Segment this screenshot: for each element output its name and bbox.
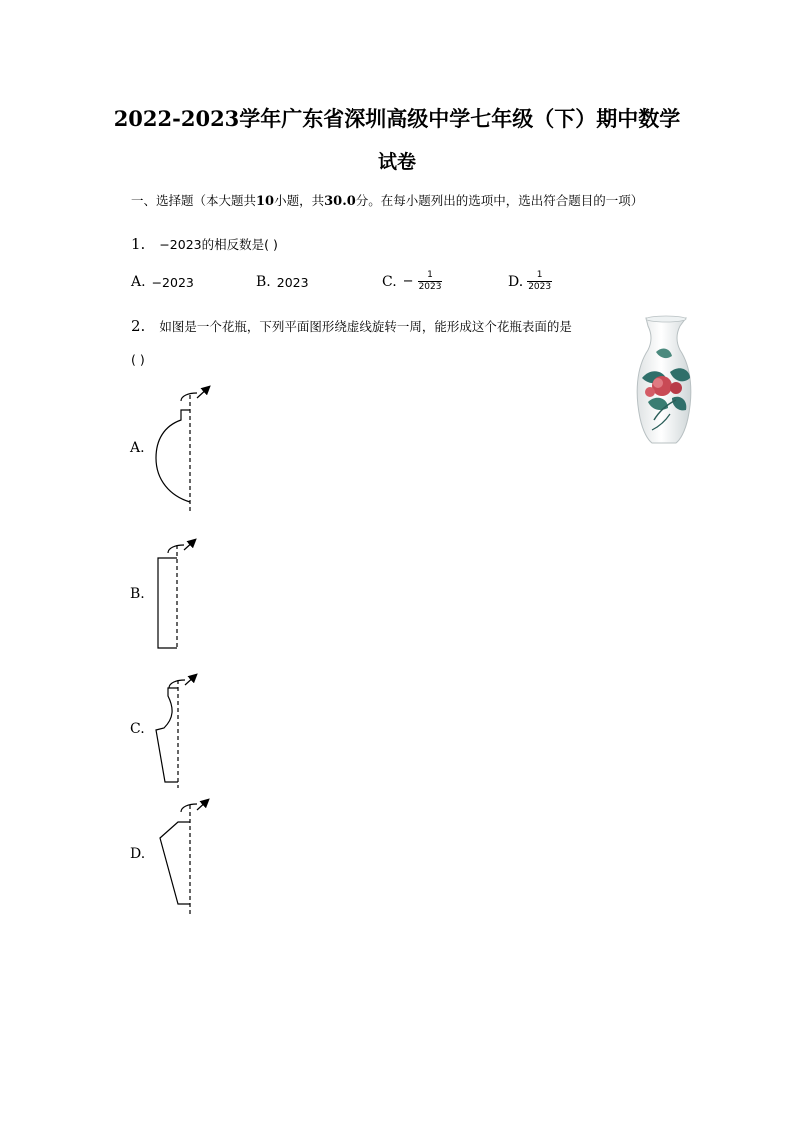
rotation-arrow-icon [197,387,209,398]
fraction: $\frac{1}{2023}$ [528,270,552,292]
q1-option-b[interactable]: B. 2023 [256,274,309,290]
page-title-line2: 试卷 [377,151,416,173]
q2-figure-a[interactable] [156,387,209,512]
question-2-text: 如图是一个花瓶，下列平面图形绕虚线旋转一周，能形成这个花瓶表面的是 [159,319,572,334]
rotation-arrow-icon [184,540,195,550]
question-2-number: 2. [131,317,146,335]
profile-shape [158,558,177,648]
rotation-arrow-icon [185,675,196,685]
profile-shape [160,822,190,904]
answer-paren: ( ) [131,352,145,367]
q2-option-c-label[interactable]: C. [130,721,145,737]
rotation-arc [181,804,197,812]
q2-figure-d[interactable] [160,800,208,915]
page-title: 2022-2023学年广东省深圳高级中学七年级（下）期中数学 [113,106,681,131]
q1-option-a[interactable]: A. −2023 [131,274,194,290]
rotation-arc [169,680,185,688]
q2-option-b-label[interactable]: B. [130,586,145,602]
profile-shape [156,410,190,502]
q2-figure-c[interactable] [156,675,196,788]
rotation-arc [181,393,197,401]
q2-option-d-label[interactable]: D. [130,846,146,862]
section-header: 一、选择题（本大题共10小题，共30.0分。在每小题列出的选项中，选出符合题目的一项） [131,193,644,209]
q1-option-d[interactable]: D. $\frac{1}{2023}$ [508,270,552,292]
vase-image [637,316,691,443]
total-score: 30.0 [324,194,356,209]
question-count: 10 [256,194,275,209]
q2-figure-b[interactable] [158,540,195,650]
question-1-text: −2023的相反数是( ) [159,237,278,252]
rotation-arc [168,545,184,553]
profile-shape [156,688,178,782]
q1-option-c[interactable]: C. − $\frac{1}{2023}$ [382,270,442,292]
rotation-arrow-icon [197,800,208,810]
fraction: $\frac{1}{2023}$ [418,270,442,292]
q2-option-a-label[interactable]: A. [130,440,145,456]
question-1-number: 1. [131,235,146,253]
